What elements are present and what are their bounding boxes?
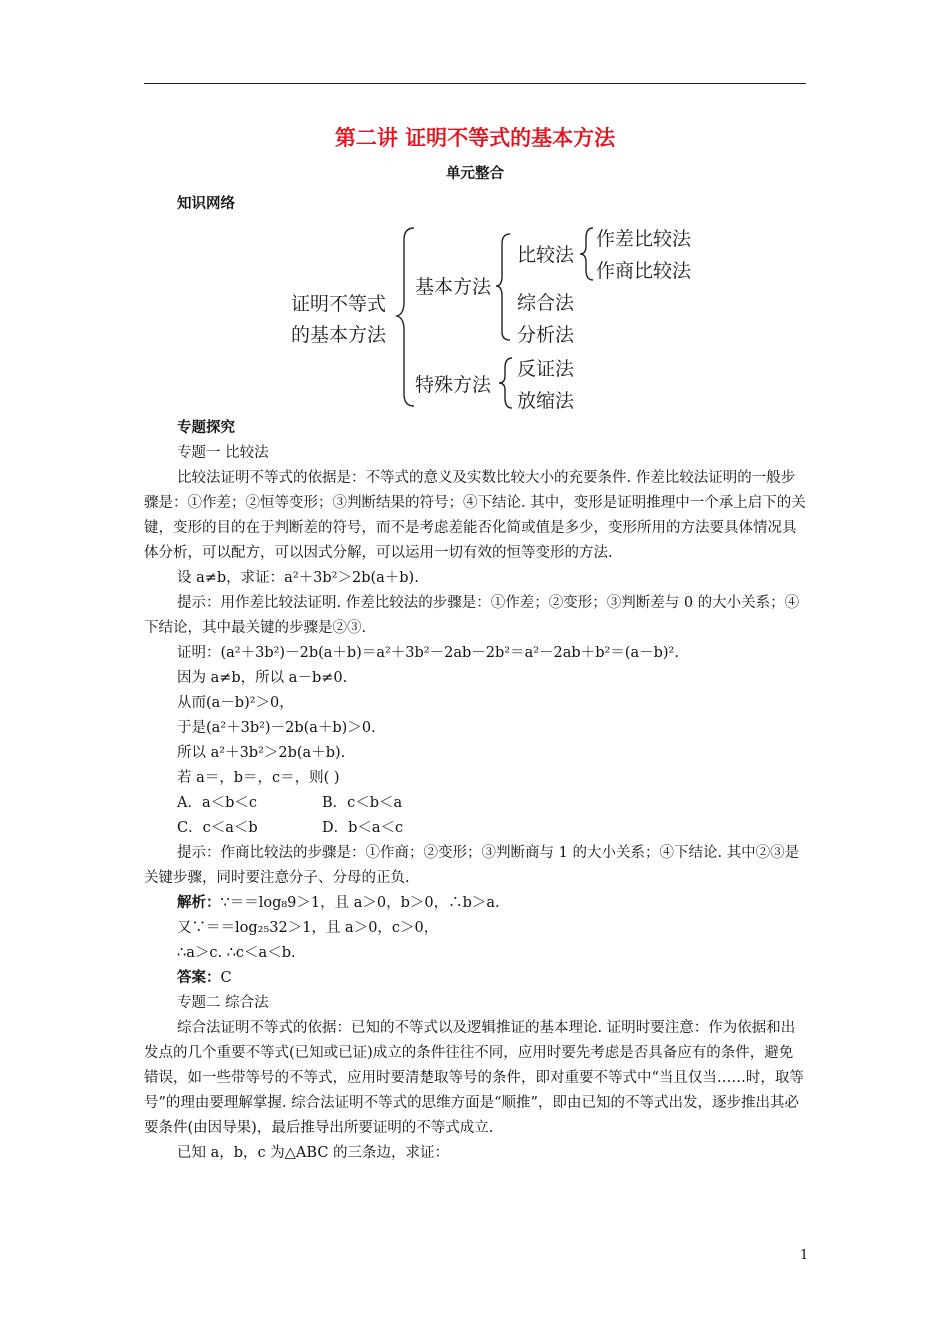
solution-text: ∵＝＝log₈9＞1，且 a＞0，b＞0，∴b＞a.: [220, 895, 500, 911]
document-body: [144, 416, 806, 1166]
mindmap-scaling: 放缩法: [517, 390, 575, 412]
example2-problem: 若 a＝，b＝，c＝，则( ): [177, 770, 340, 786]
mindmap-synthesis: 综合法: [517, 292, 575, 314]
example1-hint: 提示：用作差比较法证明. 作差比较法的步骤是：①作差；②变形；③判断差与 0 的大小关系；④下结论，其中最关键的步骤是②③.: [144, 595, 800, 636]
topic2-paragraph: 综合法证明不等式的依据：已知的不等式以及逻辑推证的基本理论. 证明时要注意：作为依据和出发点的几个重要不等式(已知或已证)成立的条件往往不同，应用时要先考虑是否具备应有的条件，避免错误，如一些带等号的不等式，应用时要清楚取等号的条件，即对重要不等式中“当且仅当……时，取等号”的理由要理解掌握. 综合法证明不等式的思维方面是“顺推”，即由已知的不等式出发，逐步推出其必要条件(由因导果)，最后推导出所要证明的不等式成立.: [144, 1020, 804, 1136]
example2-solution-line2: 又∵＝＝log₂₅32＞1，且 a＞0，c＞0，: [177, 920, 439, 936]
example3-problem: 已知 a，b，c 为△ABC 的三条边，求证：: [177, 1145, 450, 1161]
brace-root: [397, 228, 414, 406]
example1-proof: 证明：(a²＋3b²)－2b(a＋b)＝a²＋3b²－2ab－2b²＝a²－2ab＋b²＝(a－b)².: [177, 645, 679, 661]
mindmap-contradiction: 反证法: [517, 358, 575, 380]
option-a: A．a＜b＜c: [177, 795, 258, 811]
options-row-2: [144, 816, 806, 841]
page-number: 1: [800, 1248, 809, 1263]
example2-answer: [144, 966, 806, 991]
option-d: D．b＜a＜c: [322, 820, 404, 836]
page-subtitle: 单元整合: [446, 166, 504, 182]
section-knowledge-network: 知识网络: [177, 196, 235, 212]
example2-hint: 提示：作商比较法的步骤是：①作商；②变形；③判断商与 1 的大小关系；④下结论. 其中②③是关键步骤，同时要注意分子、分母的正负.: [144, 845, 800, 886]
answer-value: C: [220, 970, 232, 986]
example1-step: 所以 a²＋3b²＞2b(a＋b).: [177, 745, 346, 761]
mindmap-diff-compare: 作差比较法: [596, 228, 692, 250]
section-topic-explore: 专题探究: [177, 420, 235, 436]
brace-compare: [580, 228, 593, 280]
mindmap-braces: [0, 0, 950, 420]
brace-special: [499, 358, 512, 408]
example1-step: 于是(a²＋3b²)－2b(a＋b)＞0.: [177, 720, 376, 736]
example1-step: 因为 a≠b，所以 a－b≠0.: [177, 670, 348, 686]
option-c: C．c＜a＜b: [177, 820, 258, 836]
options-row-1: [144, 791, 806, 816]
answer-label: 答案：: [177, 970, 221, 986]
example1-step: 从而(a－b)²＞0，: [177, 695, 294, 711]
mindmap-analysis: 分析法: [517, 324, 575, 346]
mindmap-quotient-compare: 作商比较法: [596, 260, 692, 282]
mindmap-root-line1: 证明不等式: [291, 293, 387, 315]
topic1-heading: 专题一 比较法: [177, 445, 269, 461]
topic2-heading: 专题二 综合法: [177, 995, 269, 1011]
example1-problem: 设 a≠b，求证：a²＋3b²＞2b(a＋b).: [177, 570, 419, 586]
mindmap-basic-methods: 基本方法: [415, 276, 492, 298]
solution-label: 解析：: [177, 895, 221, 911]
mindmap-special-methods: 特殊方法: [415, 374, 492, 396]
example2-solution-line1: [144, 891, 806, 916]
page-title: 第二讲 证明不等式的基本方法: [334, 126, 616, 150]
topic1-paragraph: 比较法证明不等式的依据是：不等式的意义及实数比较大小的充要条件. 作差比较法证明的一般步骤是：①作差；②恒等变形；③判断结果的符号；④下结论. 其中，变形是证明推理中一个承上启下的关键，变形的目的在于判断差的符号，而不是考虑差能否化简或值是多少，变形所用的方法要具体情况具体分析，可以配方，可以因式分解，可以运用一切有效的恒等变形的方法.: [144, 470, 806, 561]
example2-solution-line3: ∴a＞c. ∴c＜a＜b.: [177, 945, 296, 961]
option-b: B．c＜b＜a: [322, 795, 403, 811]
brace-basic: [496, 234, 510, 340]
mindmap-compare: 比较法: [517, 244, 575, 266]
mindmap-root-line2: 的基本方法: [291, 324, 387, 346]
